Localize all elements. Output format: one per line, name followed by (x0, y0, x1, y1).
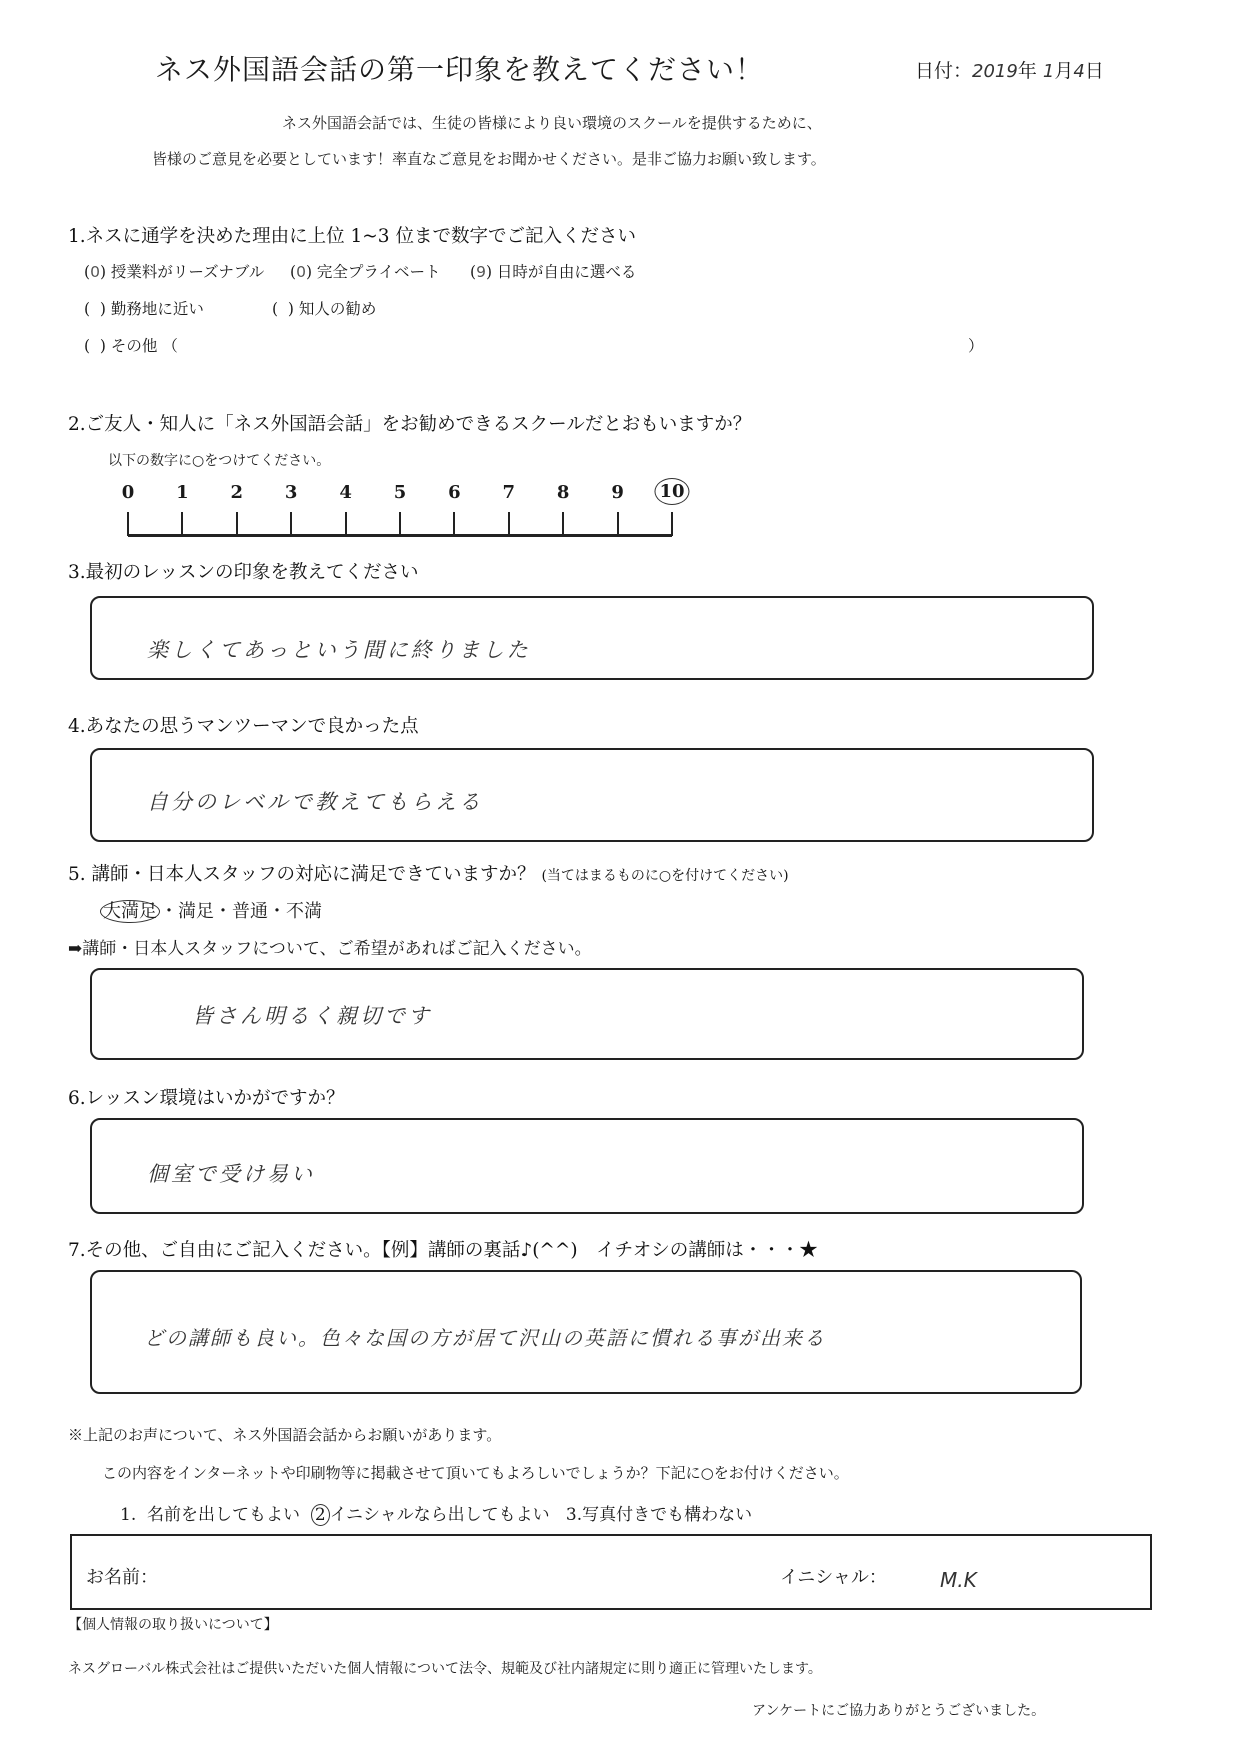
scale-tick (236, 512, 238, 536)
option-label: 写真付きでも構わない (582, 1505, 753, 1525)
consent-request: この内容をインターネットや印刷物等に掲載させて頂いてもよろしいでしょうか？下記に○をお付けください。 (102, 1464, 849, 1482)
q1-option-1-label: 授業料がリーズナブル (110, 263, 265, 281)
date-field[interactable] (915, 56, 1104, 83)
scale-tick (290, 512, 292, 536)
separator: ・ (160, 901, 178, 922)
q1-option-3-label: 日時が自由に選べる (496, 263, 637, 281)
day-label: 日 (1084, 60, 1104, 82)
option-num: 1. (120, 1505, 137, 1525)
scale-tick (127, 512, 129, 536)
consent-option-2[interactable] (311, 1504, 550, 1526)
scale-option-8[interactable]: 8 (556, 482, 570, 503)
intro-line-2: 皆様のご意見を必要としています！率直なご意見をお聞かせください。是非ご協力お願い致します。 (152, 150, 826, 168)
q1-option-3[interactable]: (9) 日時が自由に選べる (470, 263, 637, 281)
q1-option-2-rank[interactable]: 0 (296, 263, 306, 281)
privacy-text: ネスグローバル株式会社はご提供いただいた個人情報について法令、規範及び社内諸規定に則り適正に管理いたします。 (68, 1661, 822, 1677)
thanks-text: アンケートにご協力ありがとうございました。 (752, 1703, 1046, 1719)
q5-option-selected[interactable]: 大満足 (100, 900, 160, 923)
scale-option-7[interactable]: 7 (502, 482, 516, 503)
q5-question (68, 860, 789, 886)
consent-option-3[interactable] (566, 1505, 752, 1525)
q1-option-4-label: 勤務地に近い (110, 300, 204, 318)
scale-option-6[interactable]: 6 (448, 482, 461, 503)
scale-tick (617, 512, 619, 536)
q5-option-3[interactable]: 普通 (232, 901, 268, 922)
intro-line-1: ネス外国語会話では、生徒の皆様により良い環境のスクールを提供するために、 (282, 114, 822, 132)
month-label: 月 (1054, 60, 1074, 82)
initial-field[interactable]: M.K (940, 1568, 977, 1592)
q1-other-close: ） (968, 337, 984, 355)
option-num: 3. (565, 1505, 583, 1525)
scale-option-4[interactable]: 4 (339, 482, 352, 503)
option-label: 名前を出してもよい (147, 1505, 301, 1525)
q1-question: 1.ネスに通学を決めた理由に上位 1~3 位まで数字でご記入ください (68, 226, 636, 247)
separator: ・ (268, 901, 286, 922)
q7-question: 7.その他、ご自由にご記入ください。【例】講師の裏話♪(^^) イチオシの講師は・・・★ (68, 1240, 818, 1261)
scale-tick (181, 512, 183, 536)
scale-option-10[interactable]: 10 (654, 478, 689, 505)
date-day: 4 (1073, 61, 1085, 82)
q5-options[interactable] (100, 897, 322, 923)
q5-question-text: 5. 講師・日本人スタッフの対応に満足できていますか？ (68, 864, 536, 885)
scale-tick (345, 512, 347, 536)
consent-notice: ※上記のお声について、ネス外国語会話からお願いがあります。 (68, 1426, 502, 1444)
scale-option-9[interactable]: 9 (611, 482, 624, 503)
q1-option-3-rank[interactable]: 9 (476, 263, 486, 281)
q1-option-1[interactable]: (0) 授業料がリーズナブル (84, 263, 265, 281)
q7-answer-box[interactable] (90, 1270, 1082, 1394)
scale-option-2[interactable]: 2 (230, 482, 244, 503)
q4-question: 4.あなたの思うマンツーマンで良かった点 (68, 716, 419, 737)
q5-answer: 皆さん明るく親切です (192, 1004, 432, 1028)
name-box (70, 1534, 1152, 1610)
q6-answer: 個室で受け易い (147, 1162, 315, 1186)
q2-instruction: 以下の数字に○をつけてください。 (108, 453, 331, 469)
name-label: お名前： (86, 1567, 158, 1588)
q4-answer: 自分のレベルで教えてもらえる (147, 790, 483, 814)
q4-answer-box[interactable] (90, 748, 1094, 842)
page-title: ネス外国語会話の第一印象を教えてください！ (155, 53, 765, 86)
date-year: 2019 (972, 61, 1018, 82)
q1-option-2-label: 完全プライベート (316, 263, 441, 281)
scale-tick (562, 512, 564, 536)
scale-tick (399, 512, 401, 536)
scale-option-5[interactable]: 5 (393, 482, 407, 503)
q1-option-4[interactable]: ( ) 勤務地に近い (84, 300, 204, 318)
year-label: 年 (1017, 60, 1037, 82)
q2-question: 2.ご友人・知人に「ネス外国語会話」をお勧めできるスクールだとおもいますか？ (68, 414, 752, 435)
separator: ・ (214, 901, 232, 922)
q5-sub-question: ➡講師・日本人スタッフについて、ご希望があればご記入ください。 (68, 939, 592, 959)
q1-option-2[interactable]: (0) 完全プライベート (290, 263, 441, 281)
q3-answer-box[interactable] (90, 596, 1094, 680)
q1-option-6-label: その他 (110, 337, 158, 355)
q5-note: (当てはまるものに○を付けてください) (541, 868, 789, 884)
q1-other-open: （ (162, 337, 178, 355)
q5-answer-box[interactable] (90, 968, 1084, 1060)
date-month: 1 (1042, 61, 1055, 82)
scale-tick (671, 512, 673, 536)
q1-option-5[interactable]: ( ) 知人の勧め (272, 300, 377, 318)
q6-answer-box[interactable] (90, 1118, 1084, 1214)
q3-answer: 楽しくてあっという間に終りました (147, 638, 531, 662)
scale-option-1[interactable]: 1 (176, 482, 189, 503)
scale-baseline (128, 534, 672, 537)
scale-option-0[interactable]: 0 (121, 482, 135, 503)
option-label: イニシャルなら出してもよい (329, 1505, 550, 1525)
option-num-selected: 2 (311, 1504, 330, 1526)
q3-question: 3.最初のレッスンの印象を教えてください (68, 562, 419, 583)
q1-option-1-rank[interactable]: 0 (90, 263, 100, 281)
scale-option-3[interactable]: 3 (284, 482, 298, 503)
scale-tick (508, 512, 510, 536)
consent-option-1[interactable] (120, 1505, 300, 1525)
q1-option-6[interactable]: ( ) その他 （ (84, 337, 178, 355)
q6-question: 6.レッスン環境はいかがですか？ (68, 1088, 345, 1109)
q7-answer: どの講師も良い。色々な国の方が居て沢山の英語に慣れる事が出来る (144, 1326, 826, 1350)
q5-option-2[interactable]: 満足 (178, 901, 214, 922)
date-label: 日付： (915, 60, 973, 82)
q5-option-4[interactable]: 不満 (286, 901, 322, 922)
privacy-heading: 【個人情報の取り扱いについて】 (68, 1617, 278, 1633)
initial-label: イニシャル： (780, 1567, 887, 1588)
q1-option-5-label: 知人の勧め (298, 300, 377, 318)
scale-tick (453, 512, 455, 536)
consent-options[interactable] (120, 1500, 752, 1525)
